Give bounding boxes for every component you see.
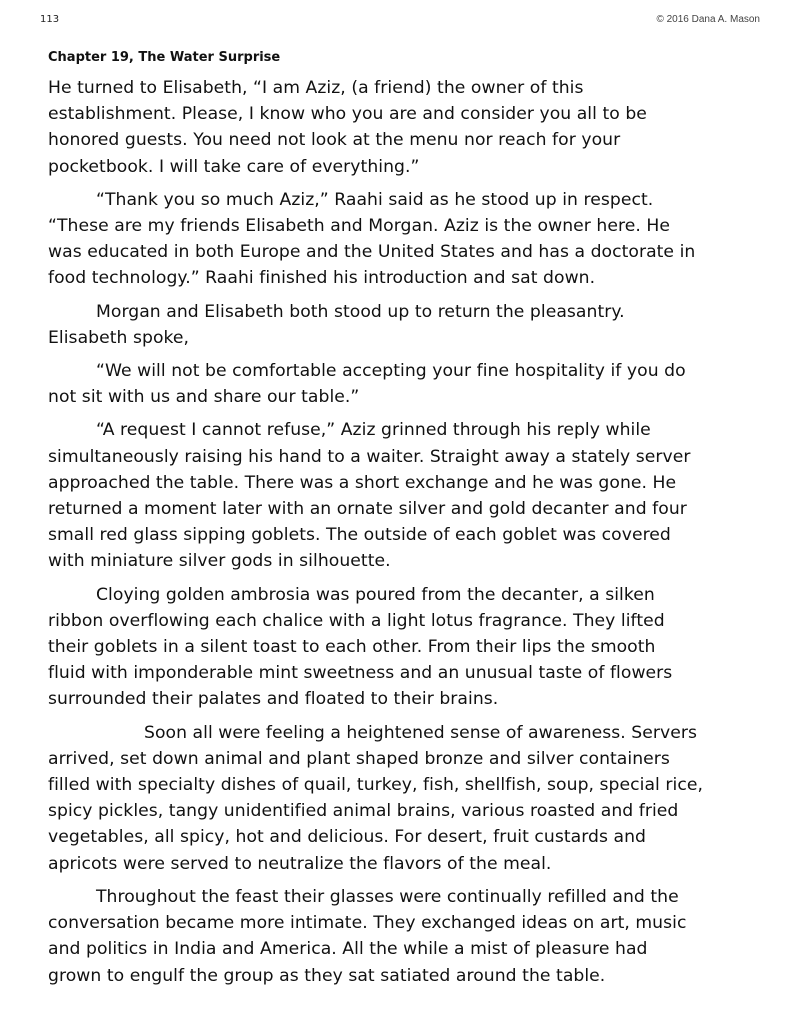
paragraph-2: [48, 187, 758, 292]
text-line: fluid with imponderable mint sweetness and an unusual taste of flowers: [48, 663, 673, 684]
text-line: small red glass sipping goblets. The outside of each goblet was covered: [48, 525, 671, 546]
text-line: Morgan and Elisabeth both stood up to return the pleasantry.: [96, 301, 625, 322]
text-line: approached the table. There was a short exchange and he was gone. He: [48, 472, 677, 493]
text-line: apricots were served to neutralize the flavors of the meal.: [48, 853, 552, 874]
text-line: was educated in both Europe and the United States and has a doctorate in: [48, 242, 696, 263]
text-line: spicy pickles, tangy unidentified animal brains, various roasted and fried: [48, 801, 679, 822]
text-line: Throughout the feast their glasses were continually refilled and the: [96, 886, 679, 907]
text-line: He turned to Elisabeth, “I am Aziz, (a friend) the owner of this: [48, 78, 584, 98]
text-line: returned a moment later with an ornate silver and gold decanter and four: [48, 499, 687, 520]
page-header: [40, 12, 760, 32]
text-line: arrived, set down animal and plant shaped bronze and silver containers: [48, 748, 670, 769]
text-line: “These are my friends Elisabeth and Morgan. Aziz is the owner here. He: [48, 216, 670, 237]
text-line: grown to engulf the group as they sat satiated around the table.: [48, 965, 606, 986]
page-number: 113: [40, 14, 60, 25]
text-line: filled with specialty dishes of quail, turkey, fish, shellfish, soup, special rice,: [48, 775, 703, 796]
text-line: Cloying golden ambrosia was poured from the decanter, a silken: [96, 584, 655, 605]
chapter-title: Chapter 19, The Water Surprise: [48, 50, 281, 65]
paragraph-3: [48, 299, 758, 351]
text-line: conversation became more intimate. They exchanged ideas on art, music: [48, 913, 687, 934]
paragraph-4: [48, 358, 758, 410]
copyright-notice: © 2016 Dana A. Mason: [656, 14, 760, 25]
text-line: simultaneously raising his hand to a waiter. Straight away a stately server: [48, 446, 691, 467]
text-line: honored guests. You need not look at the menu nor reach for your: [48, 130, 621, 151]
text-line: “A request I cannot refuse,” Aziz grinned through his reply while: [96, 420, 651, 441]
text-line: food technology.” Raahi finished his introduction and sat down.: [48, 268, 596, 289]
paragraph-5: [48, 417, 758, 574]
text-line: with miniature silver gods in silhouette.: [48, 551, 391, 572]
body-text: [48, 75, 758, 996]
text-line: “We will not be comfortable accepting your fine hospitality if you do: [96, 361, 686, 382]
text-line: “Thank you so much Aziz,” Raahi said as he stood up in respect.: [96, 189, 654, 210]
paragraph-7: [48, 720, 758, 877]
text-line: ribbon overflowing each chalice with a light lotus fragrance. They lifted: [48, 610, 665, 631]
paragraph-6: [48, 582, 758, 713]
paragraph-1: [48, 75, 758, 180]
text-line: Elisabeth spoke,: [48, 327, 190, 348]
text-line: their goblets in a silent toast to each other. From their lips the smooth: [48, 637, 656, 658]
text-line: vegetables, all spicy, hot and delicious. For desert, fruit custards and: [48, 827, 646, 848]
paragraph-8: [48, 884, 758, 989]
text-line: not sit with us and share our table.”: [48, 387, 360, 408]
text-line: surrounded their palates and floated to their brains.: [48, 689, 499, 710]
text-line: Soon all were feeling a heightened sense of awareness. Servers: [144, 722, 697, 743]
text-line: establishment. Please, I know who you are and consider you all to be: [48, 104, 647, 125]
text-line: and politics in India and America. All the while a mist of pleasure had: [48, 939, 648, 960]
text-line: pocketbook. I will take care of everything.”: [48, 156, 420, 177]
